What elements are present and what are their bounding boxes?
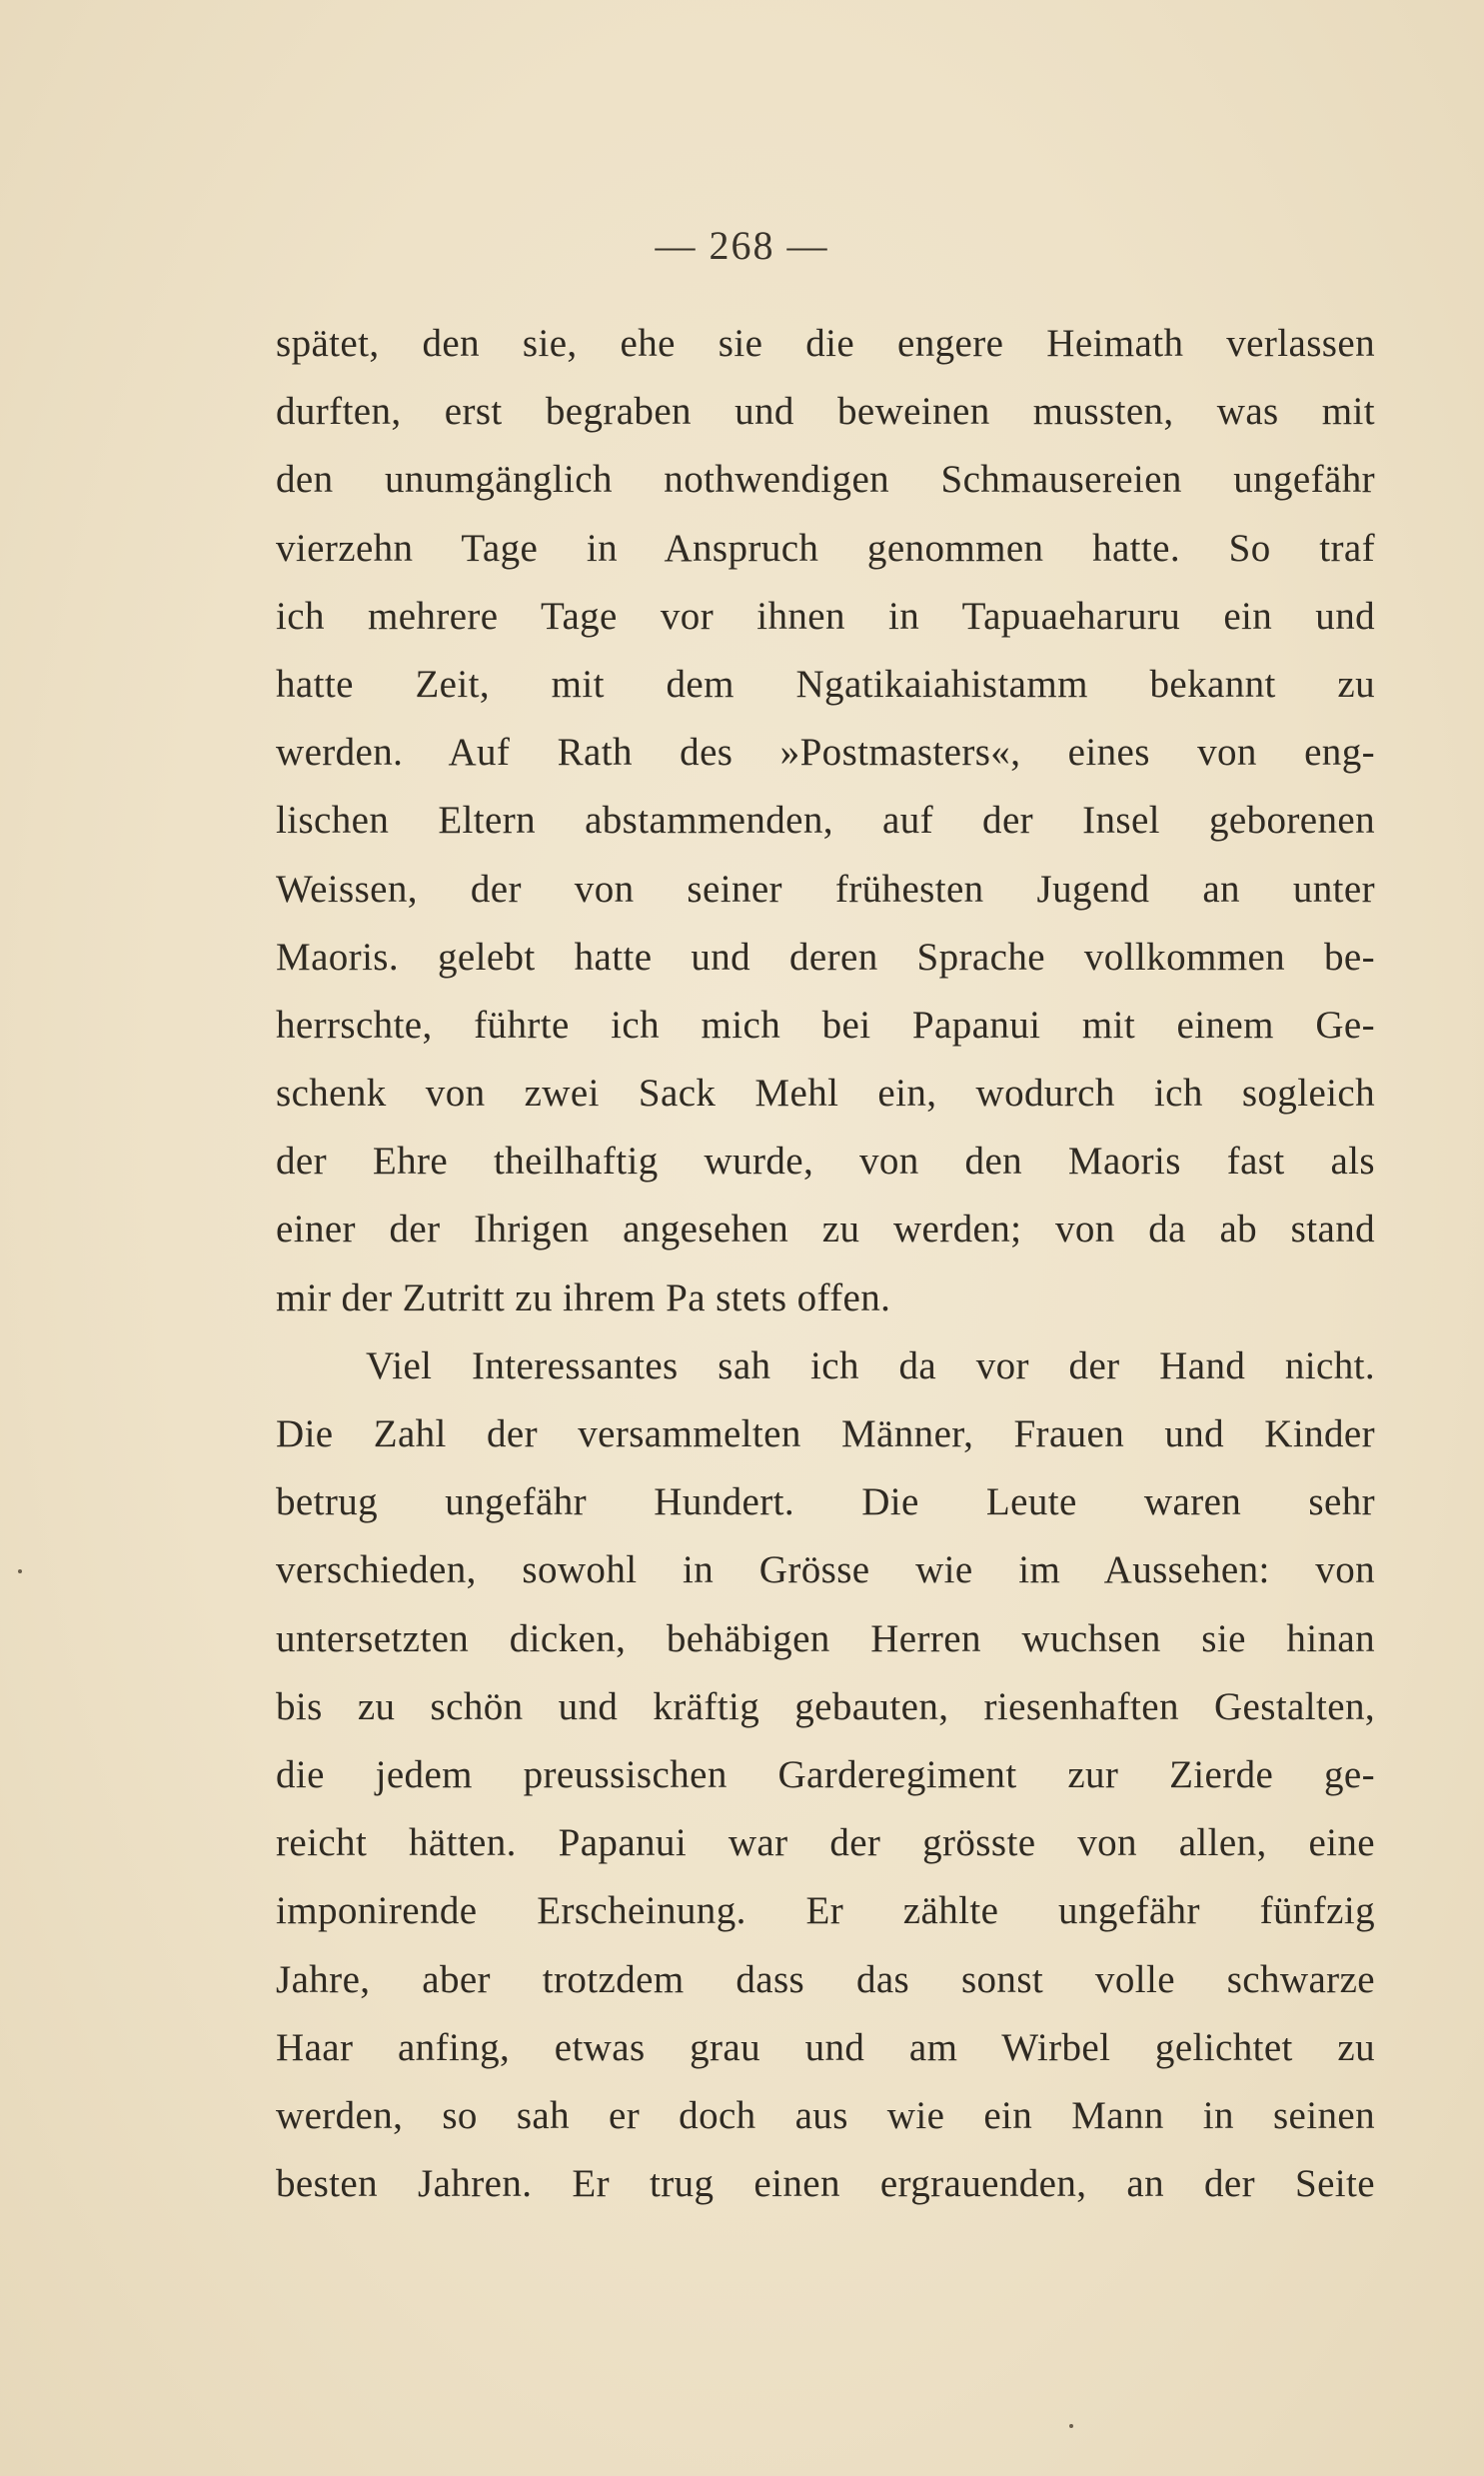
text-line: herrschte, führte ich mich bei Papanui mit einem Ge- xyxy=(276,1003,1375,1047)
text-line: Viel Interessantes sah ich da vor der Hand nicht. xyxy=(366,1343,1375,1387)
paper-speck xyxy=(18,1569,22,1573)
text-line: spätet, den sie, ehe sie die engere Heimath verlassen xyxy=(276,322,1375,365)
text-line: durften, erst begraben und beweinen mussten, was mit xyxy=(276,390,1375,434)
page-number: — 268 — xyxy=(655,223,829,268)
body-text xyxy=(276,310,1375,2218)
paper-speck xyxy=(1069,2424,1073,2428)
text-line: untersetzten dicken, behäbigen Herren wuchsen sie hinan xyxy=(276,1616,1375,1660)
text-line: Maoris. gelebt hatte und deren Sprache vollkommen be- xyxy=(276,935,1375,979)
text-line: schenk von zwei Sack Mehl ein, wodurch ich sogleich xyxy=(276,1072,1375,1116)
text-line: mir der Zutritt zu ihrem Pa stets offen. xyxy=(276,1275,891,1319)
text-line: reicht hätten. Papanui war der grösste von allen, eine xyxy=(276,1821,1375,1865)
paragraph-2 xyxy=(276,1332,1375,2218)
text-line: imponirende Erscheinung. Er zählte ungefähr fünfzig xyxy=(276,1889,1375,1933)
text-line: die jedem preussischen Garderegiment zur Zierde ge- xyxy=(276,1752,1375,1796)
text-line: bis zu schön und kräftig gebauten, riesenhaften Gestalten, xyxy=(276,1684,1375,1728)
paragraph-1 xyxy=(276,310,1375,1332)
text-line: Jahre, aber trotzdem dass das sonst volle schwarze xyxy=(276,1957,1375,2001)
text-line: lischen Eltern abstammenden, auf der Insel geborenen xyxy=(276,799,1375,843)
text-line: besten Jahren. Er trug einen ergrauenden, an der Seite xyxy=(276,2162,1375,2206)
text-line: werden. Auf Rath des »Postmasters«, eines von eng- xyxy=(276,731,1375,775)
text-line: vierzehn Tage in Anspruch genommen hatte. So traf xyxy=(276,526,1375,570)
text-line: Weissen, der von seiner frühesten Jugend an unter xyxy=(276,867,1375,911)
text-line: ich mehrere Tage vor ihnen in Tapuaeharuru ein und xyxy=(276,594,1375,638)
text-line: betrug ungefähr Hundert. Die Leute waren sehr xyxy=(276,1480,1375,1524)
text-line: der Ehre theilhaftig wurde, von den Maoris fast als xyxy=(276,1140,1375,1184)
text-line: hatte Zeit, mit dem Ngatikaiahistamm bekannt zu xyxy=(276,662,1375,706)
text-line: den unumgänglich nothwendigen Schmausereien ungefähr xyxy=(276,458,1375,502)
text-line: einer der Ihrigen angesehen zu werden; von da ab stand xyxy=(276,1208,1375,1251)
text-line: Die Zahl der versammelten Männer, Frauen und Kinder xyxy=(276,1412,1375,1455)
text-line: werden, so sah er doch aus wie ein Mann in seinen xyxy=(276,2093,1375,2137)
text-line: Haar anfing, etwas grau und am Wirbel gelichtet zu xyxy=(276,2025,1375,2069)
text-line: verschieden, sowohl in Grösse wie im Aussehen: von xyxy=(276,1548,1375,1592)
